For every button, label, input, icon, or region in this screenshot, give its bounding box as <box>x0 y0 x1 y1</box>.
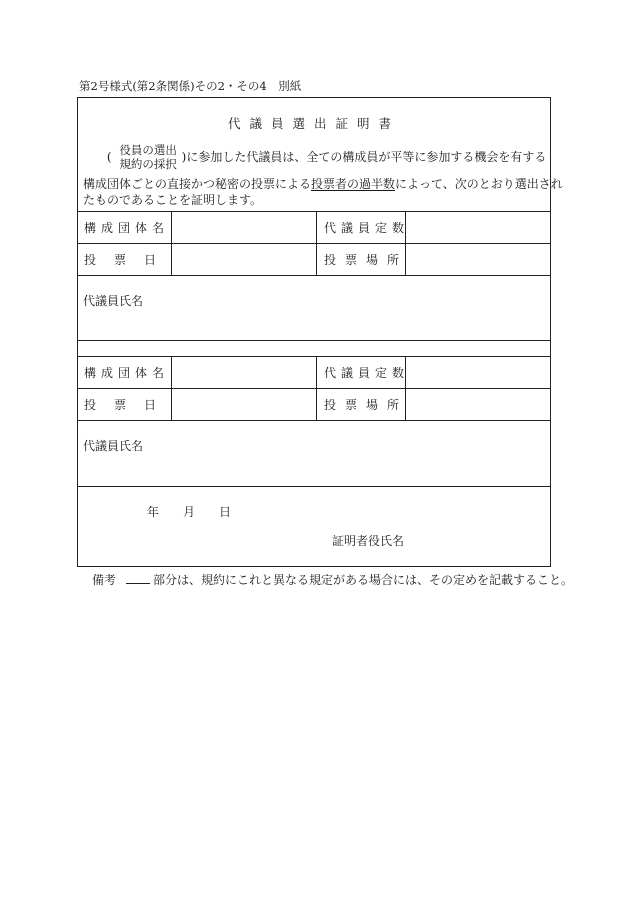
divider <box>78 275 550 276</box>
option-rules-adoption: 規約の採択 <box>119 157 177 171</box>
divider <box>78 243 550 244</box>
vote-place-label: 投票場所 <box>324 253 409 267</box>
vote-date-label: 投 票 日 <box>84 253 160 267</box>
divider <box>316 211 317 275</box>
option-officer-election: 役員の選出 <box>119 143 177 157</box>
divider <box>78 388 550 389</box>
divider <box>78 211 550 212</box>
divider <box>171 356 172 420</box>
delegate-names-label: 代議員氏名 <box>83 294 144 308</box>
date-year: 年 <box>147 505 160 519</box>
document-title: 代議員選出証明書 <box>227 116 400 131</box>
quota-label: 代議員定数 <box>324 366 410 380</box>
date-day: 日 <box>219 505 232 519</box>
certificate-form <box>77 97 563 567</box>
divider <box>316 356 317 420</box>
remarks-label: 備考 <box>92 573 117 587</box>
option-stack <box>119 143 177 171</box>
intro-line-1-text: に参加した代議員は、全ての構成員が平等に参加する機会を有する <box>186 150 547 164</box>
delegate-names-label: 代議員氏名 <box>83 439 144 453</box>
vote-place-label: 投票場所 <box>324 398 409 412</box>
remarks-text: 部分は、規約にこれと異なる規定がある場合には、その定めを記載すること。 <box>153 573 574 587</box>
intro-line-2-after: によって、次のとおり選出され <box>395 177 563 191</box>
intro-line-2 <box>83 176 563 192</box>
divider <box>78 420 550 421</box>
org-name-label: 構成団体名 <box>84 366 170 380</box>
divider <box>78 356 550 357</box>
divider <box>78 340 550 341</box>
remarks-note <box>92 571 573 588</box>
vote-date-label: 投 票 日 <box>84 398 160 412</box>
divider <box>171 211 172 275</box>
underline-blank-sample <box>126 572 150 584</box>
org-name-label: 構成団体名 <box>84 221 170 235</box>
paren-close: ) <box>181 150 187 164</box>
majority-underlined: 投票者の過半数 <box>311 177 396 191</box>
intro-line-3: たものであることを証明します。 <box>83 193 263 207</box>
quota-label: 代議員定数 <box>324 221 410 235</box>
date-month: 月 <box>183 505 196 519</box>
intro-line-2-before: 構成団体ごとの直接かつ秘密の投票による <box>83 177 312 191</box>
intro-line-1 <box>83 143 545 171</box>
form-number-label: 第2号様式(第2条関係)その2・その4 別紙 <box>79 79 302 93</box>
certifier-label: 証明者役氏名 <box>332 534 405 548</box>
divider <box>78 486 550 487</box>
paren-open: ( <box>106 150 112 164</box>
